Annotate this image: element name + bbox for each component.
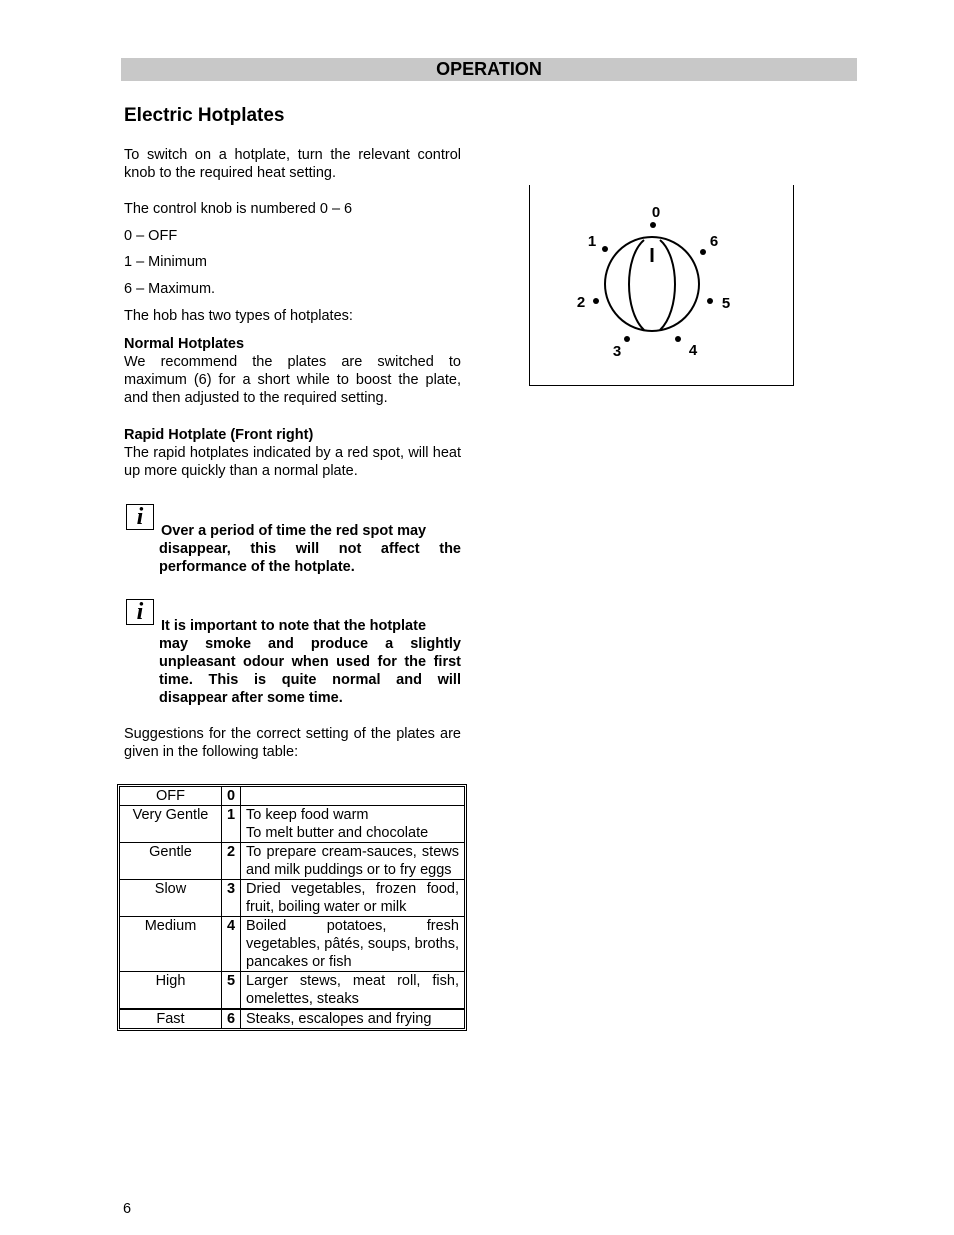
info-note-smoke <box>159 617 461 707</box>
rapid-hotplate-heading: Rapid Hotplate (Front right) <box>124 427 314 443</box>
number-cell: 2 <box>222 843 241 880</box>
level-cell: Slow <box>120 880 222 917</box>
dial-label-2: 2 <box>576 294 586 311</box>
dial-label-6: 6 <box>709 233 719 250</box>
description-cell <box>241 787 464 806</box>
number-cell: 6 <box>222 1009 241 1028</box>
dial-label-3: 3 <box>612 343 622 360</box>
table-row <box>120 843 464 880</box>
table-row <box>120 1009 464 1028</box>
setting-minimum-text: 1 – Minimum <box>124 254 207 270</box>
dial-dot <box>650 222 656 228</box>
description-cell: Dried vegetables, frozen food, fruit, boiling water or milk <box>241 880 464 917</box>
description-cell: To prepare cream-sauces, stews and milk puddings or to fry eggs <box>241 843 464 880</box>
setting-maximum-text: 6 – Maximum. <box>124 281 216 297</box>
info-icon: i <box>126 599 154 625</box>
level-cell: Very Gentle <box>120 806 222 843</box>
knob-indicator-mark: I <box>649 245 655 267</box>
page-number: 6 <box>123 1201 132 1217</box>
description-cell: Steaks, escalopes and frying <box>241 1009 464 1028</box>
dial-dot <box>593 298 599 304</box>
info-note-body: disappear, this will not affect the performance of the hotplate. <box>159 541 461 575</box>
control-knob-diagram <box>529 185 794 386</box>
dial-dot <box>602 246 608 252</box>
knob-grip-left <box>629 240 644 330</box>
knob-grip-right <box>660 240 675 330</box>
dial-dot <box>700 249 706 255</box>
page-title: Electric Hotplates <box>124 105 285 126</box>
level-cell: Medium <box>120 917 222 972</box>
level-cell: Gentle <box>120 843 222 880</box>
table-row <box>120 806 464 843</box>
control-knob-drawing <box>530 185 795 386</box>
table-row <box>120 880 464 917</box>
dial-label-0: 0 <box>651 204 661 221</box>
table-row <box>120 972 464 1009</box>
dial-dot <box>707 298 713 304</box>
number-cell: 5 <box>222 972 241 1009</box>
heat-settings-table <box>117 784 467 1031</box>
normal-hotplates-heading: Normal Hotplates <box>124 336 245 352</box>
info-note-red-spot <box>159 522 461 576</box>
rapid-hotplate-text: The rapid hotplates indicated by a red spot, will heat up more quickly than a normal plate. <box>124 445 461 479</box>
table-row <box>120 917 464 972</box>
section-header: OPERATION <box>121 58 857 81</box>
description-cell: To keep food warm To melt butter and chocolate <box>241 806 464 843</box>
intro-paragraph: To switch on a hotplate, turn the relevant control knob to the required heat setting. <box>124 147 461 181</box>
number-cell: 0 <box>222 787 241 806</box>
dial-label-5: 5 <box>721 295 731 312</box>
dial-label-4: 4 <box>688 342 698 359</box>
info-note-lead: Over a period of time the red spot may <box>161 523 427 539</box>
level-cell: Fast <box>120 1009 222 1028</box>
info-note-body: may smoke and produce a slightly unpleasant odour when used for the first time. This is quite normal and will disappear after some time. <box>159 636 461 706</box>
suggestions-text: Suggestions for the correct setting of the plates are given in the following table: <box>124 726 461 760</box>
dial-dot <box>675 336 681 342</box>
knob-numbering-text: The control knob is numbered 0 – 6 <box>124 201 353 217</box>
hotplate-types-text: The hob has two types of hotplates: <box>124 308 353 324</box>
level-cell: OFF <box>120 787 222 806</box>
number-cell: 4 <box>222 917 241 972</box>
description-cell: Larger stews, meat roll, fish, omelettes, steaks <box>241 972 464 1009</box>
dial-dot <box>624 336 630 342</box>
info-icon: i <box>126 504 154 530</box>
level-cell: High <box>120 972 222 1009</box>
table-row <box>120 787 464 806</box>
normal-hotplates-text: We recommend the plates are switched to maximum (6) for a short while to boost the plate, and then adjusted to the required setting. <box>124 354 461 406</box>
info-note-lead: It is important to note that the hotplate <box>161 618 427 634</box>
description-cell: Boiled potatoes, fresh vegetables, pâtés, soups, broths, pancakes or fish <box>241 917 464 972</box>
setting-off-text: 0 – OFF <box>124 228 178 244</box>
dial-label-1: 1 <box>587 233 597 250</box>
number-cell: 3 <box>222 880 241 917</box>
number-cell: 1 <box>222 806 241 843</box>
